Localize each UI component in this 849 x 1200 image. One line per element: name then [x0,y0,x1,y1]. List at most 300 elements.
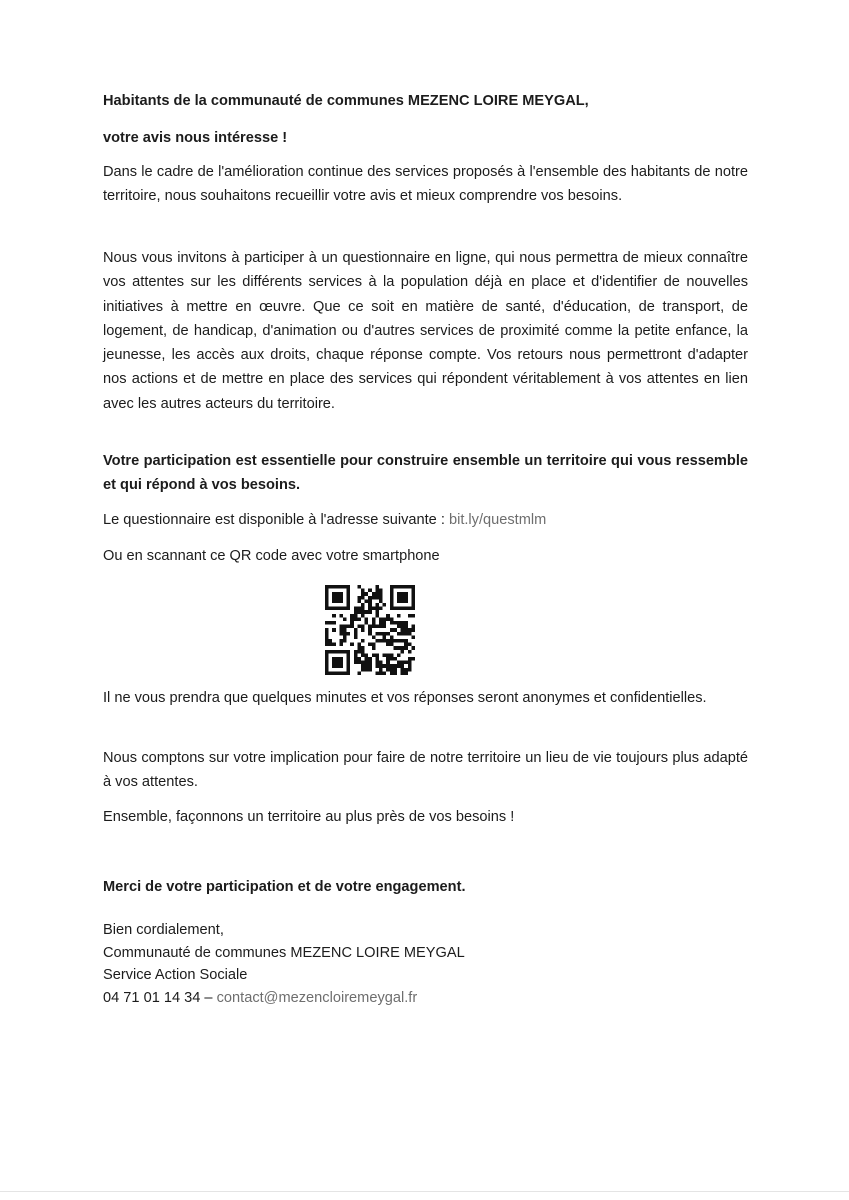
qr-module [354,635,358,639]
qr-module [361,625,365,629]
qr-module [354,614,358,618]
qr-module [361,650,365,654]
qr-module [325,668,329,672]
qr-module [372,621,376,625]
qr-module [401,592,405,596]
qr-module [354,657,358,661]
qr-module [372,607,376,611]
qr-module [343,607,347,611]
qr-module [379,617,383,621]
qr-module [339,625,343,629]
qr-module [332,596,336,600]
qr-module [401,585,405,589]
qr-module [368,632,372,636]
qr-module [332,661,336,665]
qr-module [390,664,394,668]
qr-module [339,632,343,636]
qr-module [397,664,401,668]
qr-module [347,661,351,665]
qr-module [375,653,379,657]
qr-module [386,661,390,665]
qr-module [339,596,343,600]
qr-module [375,671,379,675]
qr-module [390,639,394,643]
qr-module [397,625,401,629]
qr-module [336,657,340,661]
qr-module [325,664,329,668]
qr-module [332,643,336,647]
qr-module [411,646,415,650]
qr-module [347,589,351,593]
qr-module [386,617,390,621]
qr-module [343,650,347,654]
qr-module [401,671,405,675]
survey-link[interactable]: bit.ly/questmlm [448,512,547,528]
qr-module [408,643,412,647]
qr-module [357,607,361,611]
qr-module [365,668,369,672]
qr-module [361,589,365,593]
qr-module [375,610,379,614]
scan-edge [0,1191,849,1192]
qr-module [354,617,358,621]
intro-paragraph: Dans le cadre de l'amélioration continue des services proposés à l'ensemble des habitants de notre territoire, nous souhaitons recueillir votre avis et mieux comprendre vos besoins. [103,164,748,204]
qr-module [339,661,343,665]
qr-module [357,625,361,629]
qr-module [365,617,369,621]
qr-module [390,607,394,611]
invitation-paragraph: Nous vous invitons à participer à un questionnaire en ligne, qui nous permettra de mieux connaître vos attentes sur les différents services à la population déjà en place et d'identifier de nouvelles initiatives à mettre en œuvre. Que ce soit en matière de santé, d'éducation, de transport, de logement, de handicap, d'animation ou d'autres services de proximité comme la petite enfance, la jeunesse, les accès aux droits, chaque réponse compte. Vos retours nous permettront d'adapter nos actions et de mettre en place des services qui répondent véritablement à vos attentes en lien avec les autres acteurs du territoire. [103,250,748,412]
qr-module [357,671,361,675]
qr-module [390,668,394,672]
qr-module [329,650,333,654]
qr-module [336,664,340,668]
qr-module [401,661,405,665]
qr-module [411,603,415,607]
qr-module [397,653,401,657]
qr-module [343,639,347,643]
qr-module [379,671,383,675]
qr-module [390,592,394,596]
qr-module [390,628,394,632]
qr-module [357,650,361,654]
qr-module [393,639,397,643]
qr-module [404,625,408,629]
qr-module [386,664,390,668]
qr-module [365,599,369,603]
phone: 04 71 01 14 34 – [103,989,213,1006]
qr-module [379,639,383,643]
qr-module [350,614,354,618]
qr-module [361,628,365,632]
qr-module [361,607,365,611]
qr-module [325,657,329,661]
qr-module [404,621,408,625]
qr-module [411,628,415,632]
qr-module [393,664,397,668]
qr-module [393,628,397,632]
qr-module [386,632,390,636]
qr-module [332,628,336,632]
qr-module [347,632,351,636]
qr-module [325,599,329,603]
qr-module [354,661,358,665]
qr-module [397,592,401,596]
qr-module [404,639,408,643]
qr-module [411,607,415,611]
qr-module [411,635,415,639]
qr-module [325,603,329,607]
qr-module [368,668,372,672]
qr-module [408,664,412,668]
qr-module [329,671,333,675]
qr-module [332,671,336,675]
together-paragraph: Ensemble, façonnons un territoire au plus près de vos besoins ! [103,809,515,825]
qr-module [411,589,415,593]
qr-module [347,585,351,589]
qr-module [357,617,361,621]
qr-module [401,621,405,625]
qr-module [350,643,354,647]
qr-module [393,671,397,675]
qr-module [354,632,358,636]
qr-module [404,668,408,672]
qr-module [347,668,351,672]
involvement-paragraph: Nous comptons sur votre implication pour faire de notre territoire un lieu de vie toujours plus adapté à vos attentes. [103,750,748,790]
qr-module [332,621,336,625]
qr-module [325,621,329,625]
qr-module [365,653,369,657]
qr-module [325,650,329,654]
qr-module [339,628,343,632]
qr-module [390,635,394,639]
qr-module [411,657,415,661]
qr-module [401,596,405,600]
qr-module [361,661,365,665]
qr-module [408,585,412,589]
qr-module [408,668,412,672]
qr-module [347,596,351,600]
qr-module [390,643,394,647]
qr-code[interactable] [325,585,415,675]
thanks: Merci de votre participation et de votre engagement. [103,879,466,895]
qr-module [383,664,387,668]
qr-module [339,614,343,618]
qr-module [397,607,401,611]
qr-module [372,643,376,647]
qr-module [397,632,401,636]
qr-module [390,617,394,621]
qr-module [383,621,387,625]
qr-module [375,664,379,668]
qr-module [375,657,379,661]
qr-module [401,607,405,611]
qr-module [404,585,408,589]
qr-module [361,596,365,600]
qr-module [325,585,329,589]
qr-module [347,625,351,629]
qr-module [347,664,351,668]
qr-module [343,635,347,639]
qr-intro: Ou en scannant ce QR code avec votre smartphone [103,548,440,564]
qr-module [411,592,415,596]
qr-module [329,639,333,643]
qr-module [372,592,376,596]
qr-module [325,671,329,675]
qr-module [339,657,343,661]
qr-module [397,661,401,665]
qr-module [361,614,365,618]
qr-module [411,585,415,589]
qr-module [383,639,387,643]
qr-module [383,625,387,629]
qr-module [368,599,372,603]
qr-module [329,643,333,647]
qr-module [383,617,387,621]
qr-module [379,668,383,672]
qr-module [343,628,347,632]
signature [103,919,748,1009]
qr-module [372,596,376,600]
service: Service Action Sociale [103,967,248,983]
qr-module [336,671,340,675]
qr-module [379,592,383,596]
qr-module [336,650,340,654]
qr-module [397,596,401,600]
qr-module [372,646,376,650]
qr-module [368,603,372,607]
qr-module [379,596,383,600]
qr-module [361,592,365,596]
qr-module [375,585,379,589]
qr-module [375,632,379,636]
qr-module [368,661,372,665]
qr-module [336,661,340,665]
qr-module [347,653,351,657]
qr-module [372,653,376,657]
qr-module [386,639,390,643]
qr-module [332,585,336,589]
qr-module [357,646,361,650]
qr-module [393,646,397,650]
qr-module [411,596,415,600]
qr-module [393,668,397,672]
link-line [103,509,748,533]
qr-module [365,657,369,661]
qr-module [365,661,369,665]
qr-module [325,607,329,611]
qr-module [386,643,390,647]
qr-module [401,668,405,672]
qr-module [329,621,333,625]
qr-module [375,625,379,629]
qr-module [361,610,365,614]
qr-module [365,621,369,625]
qr-module [375,596,379,600]
qr-module [336,596,340,600]
qr-module [325,632,329,636]
qr-module [379,632,383,636]
qr-module [332,592,336,596]
closing: Bien cordialement, [103,922,224,938]
qr-module [390,657,394,661]
qr-module [379,621,383,625]
subheading: votre avis nous intéresse ! [103,130,288,146]
qr-module [343,585,347,589]
qr-module [401,664,405,668]
email-link[interactable]: contact@mezencloiremeygal.fr [216,989,418,1006]
qr-module [404,632,408,636]
qr-module [397,585,401,589]
qr-module [357,596,361,600]
qr-module [390,653,394,657]
qr-module [343,625,347,629]
qr-module [365,592,369,596]
qr-module [361,664,365,668]
qr-module [339,585,343,589]
qr-module [383,671,387,675]
qr-module [329,607,333,611]
qr-module [383,635,387,639]
qr-module [354,628,358,632]
qr-module [325,635,329,639]
qr-module [386,653,390,657]
qr-module [411,614,415,618]
qr-module [401,628,405,632]
qr-module [386,614,390,618]
qr-module [325,661,329,665]
qr-module [390,589,394,593]
qr-module [361,603,365,607]
qr-module [332,664,336,668]
qr-module [354,650,358,654]
qr-module [401,632,405,636]
qr-module [372,625,376,629]
qr-module [357,585,361,589]
qr-module [343,671,347,675]
qr-module [329,585,333,589]
qr-module [347,607,351,611]
qr-module [325,653,329,657]
qr-module [368,643,372,647]
qr-module [379,607,383,611]
qr-module [375,614,379,618]
qr-module [325,643,329,647]
qr-module [375,592,379,596]
qr-module [347,599,351,603]
qr-module [408,628,412,632]
qr-module [390,585,394,589]
qr-module [397,646,401,650]
qr-module [408,650,412,654]
qr-module [339,639,343,643]
qr-module [411,599,415,603]
qr-module [408,614,412,618]
qr-module [368,657,372,661]
qr-module [375,589,379,593]
qr-module [397,639,401,643]
qr-module [339,671,343,675]
link-intro: Le questionnaire est disponible à l'adresse suivante : [103,512,445,528]
qr-module [325,596,329,600]
qr-module [393,607,397,611]
qr-module [383,653,387,657]
qr-module [325,592,329,596]
qr-module [354,610,358,614]
qr-module [393,657,397,661]
qr-module [379,599,383,603]
qr-module [357,643,361,647]
qr-module [332,614,336,618]
qr-module [404,671,408,675]
qr-module [401,625,405,629]
heading: Habitants de la communauté de communes MEZENC LOIRE MEYGAL, [103,93,589,109]
qr-module [361,668,365,672]
qr-module [383,603,387,607]
qr-module [390,603,394,607]
qr-module [390,671,394,675]
qr-module [386,657,390,661]
qr-module [336,607,340,611]
qr-module [368,607,372,611]
qr-module [408,607,412,611]
qr-module [357,661,361,665]
qr-module [375,639,379,643]
qr-module [354,653,358,657]
qr-module [397,614,401,618]
qr-module [365,664,369,668]
qr-module [347,657,351,661]
qr-module [397,621,401,625]
qr-module [343,617,347,621]
qr-module [347,671,351,675]
qr-module [404,628,408,632]
qr-module [404,596,408,600]
qr-module [365,610,369,614]
qr-module [375,607,379,611]
qr-module [347,592,351,596]
qr-module [375,661,379,665]
qr-module [332,599,336,603]
qr-module [372,617,376,621]
qr-module [368,610,372,614]
qr-module [339,592,343,596]
qr-module [401,646,405,650]
qr-module [379,589,383,593]
qr-module [383,632,387,636]
qr-module [408,661,412,665]
qr-module [401,650,405,654]
qr-module [404,592,408,596]
qr-module [339,607,343,611]
qr-module [404,661,408,665]
qr-module [386,668,390,672]
qr-module [350,617,354,621]
qr-module [332,657,336,661]
qr-module [336,599,340,603]
qr-module [325,589,329,593]
anonymity-paragraph: Il ne vous prendra que quelques minutes et vos réponses seront anonymes et confidentielles. [103,690,707,706]
qr-module [372,635,376,639]
qr-module [368,628,372,632]
contact-line [103,987,748,1010]
organization: Communauté de communes MEZENC LOIRE MEYGAL [103,944,465,961]
qr-module [379,661,383,665]
qr-module [336,592,340,596]
qr-module [408,657,412,661]
qr-module [368,664,372,668]
qr-module [368,589,372,593]
